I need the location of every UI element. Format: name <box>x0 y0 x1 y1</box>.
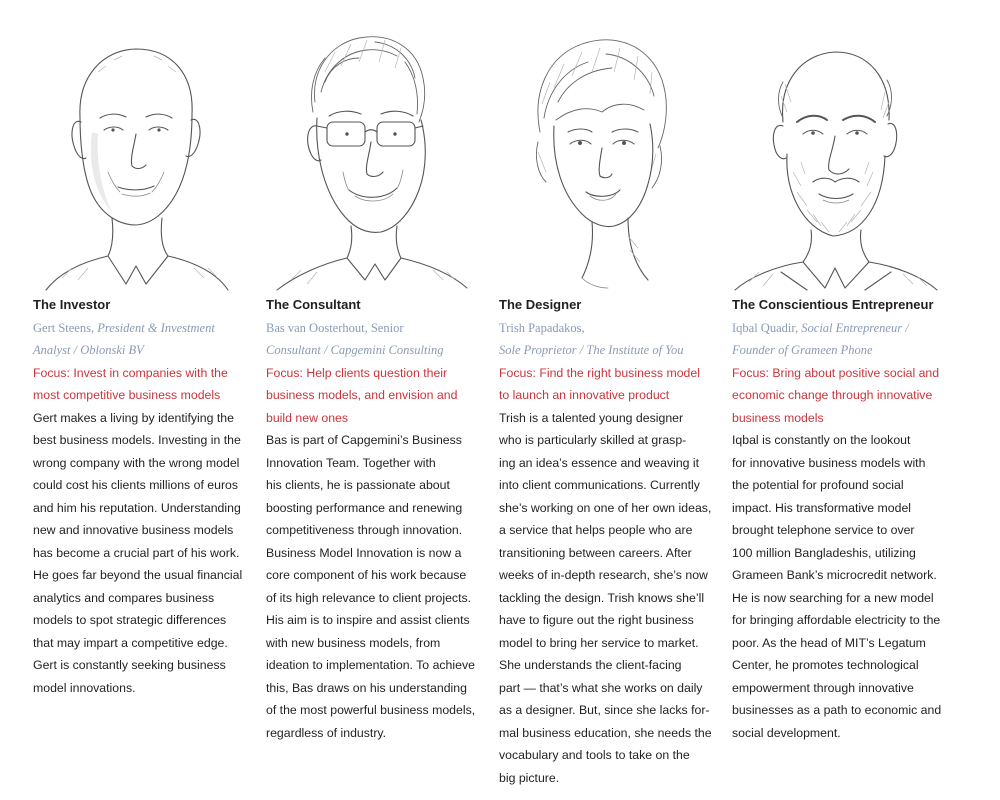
description-line: impact. His transformative model <box>732 500 912 515</box>
description-line: brought telephone service to over <box>732 523 915 537</box>
description-line: that may impart a competitive edge. <box>33 635 228 650</box>
persona-card-entrepreneur <box>721 0 949 800</box>
persona-text-investor <box>33 294 251 699</box>
description-line: Grameen Bank’s microcredit network. <box>732 568 937 582</box>
persona-focus <box>266 362 484 430</box>
description-line: big picture. <box>499 770 560 785</box>
focus-line: Focus: Find the right business model <box>499 365 700 380</box>
description-line: 100 million Bangladeshis, utilizing <box>732 545 916 560</box>
description-line: poor. As the head of MIT’s Legatum <box>732 635 926 650</box>
description-line: ing an idea’s essence and weaving it <box>499 455 700 470</box>
description-line: tackling the design. Trish knows she’ll <box>499 590 705 605</box>
description-line: analytics and compares business <box>33 590 215 605</box>
persona-focus <box>732 362 950 430</box>
description-line: wrong company with the wrong model <box>33 455 240 470</box>
description-line: weeks of in-depth research, she’s now <box>499 568 708 582</box>
description-line: new and innovative business models <box>33 523 234 537</box>
description-line: competitiveness through innovation. <box>266 523 463 537</box>
focus-line: economic change through innovative <box>732 388 933 402</box>
description-line: the potential for profound social <box>732 478 904 492</box>
byline-role: President & Investment <box>97 320 215 335</box>
description-line: model to bring her service to market. <box>499 635 699 650</box>
description-line: social development. <box>732 725 841 740</box>
persona-title: The Investor <box>33 297 111 312</box>
bald-man-portrait-icon <box>22 22 250 292</box>
persona-focus <box>499 362 717 407</box>
description-line: Center, he promotes technological <box>732 658 919 672</box>
description-line: of its high relevance to client projects. <box>266 590 472 605</box>
description-line: who is particularly skilled at grasp- <box>499 433 687 447</box>
description-line: part — that’s what she works on daily <box>499 680 703 695</box>
persona-title: The Conscientious Entrepreneur <box>732 297 934 312</box>
focus-line: Focus: Bring about positive social and <box>732 365 940 380</box>
description-line: Bas is part of Capgemini’s Business <box>266 433 462 447</box>
persona-card-investor <box>22 0 250 800</box>
description-line: Iqbal is constantly on the lookout <box>732 433 911 447</box>
description-line: model innovations. <box>33 680 136 695</box>
woman-short-hair-portrait-icon <box>488 22 716 292</box>
man-with-glasses-portrait-icon <box>255 22 483 292</box>
bearded-man-portrait-icon <box>721 22 949 292</box>
description-line: Innovation Team. Together with <box>266 455 436 470</box>
description-line: ideation to implementation. To achieve <box>266 658 475 672</box>
focus-line: to launch an innovative product <box>499 388 670 402</box>
persona-byline <box>499 317 717 362</box>
description-line: she’s working on one of her own ideas, <box>499 500 712 515</box>
byline-role: Sole Proprietor / The Institute of You <box>499 343 684 357</box>
byline-role: Analyst / Oblonski BV <box>33 343 144 357</box>
description-line: Trish is a talented young designer <box>499 410 684 425</box>
focus-line: business models, and envision and <box>266 388 458 402</box>
focus-line: business models <box>732 410 824 425</box>
persona-byline <box>33 317 251 362</box>
description-line: models to spot strategic differences <box>33 613 227 627</box>
persona-text-entrepreneur <box>732 294 950 744</box>
persona-description <box>266 429 484 744</box>
description-line: for innovative business models with <box>732 455 926 470</box>
persona-card-designer <box>488 0 716 800</box>
persona-text-consultant <box>266 294 484 744</box>
description-line: with new business models, from <box>266 635 441 650</box>
description-line: mal business education, she needs the <box>499 725 712 740</box>
persona-description <box>33 407 251 700</box>
focus-line: most competitive business models <box>33 388 221 402</box>
persona-card-consultant <box>255 0 483 800</box>
description-line: She understands the client-facing <box>499 658 682 672</box>
description-line: this, Bas draws on his understanding <box>266 680 467 695</box>
persona-description <box>499 407 717 790</box>
description-line: could cost his clients millions of euros <box>33 478 239 492</box>
description-line: He goes far beyond the usual financial <box>33 568 243 582</box>
description-line: regardless of industry. <box>266 725 387 740</box>
description-line: of the most powerful business models, <box>266 703 476 717</box>
description-line: as a designer. But, since she lacks for- <box>499 703 710 717</box>
byline-role: Consultant / Capgemini Consulting <box>266 343 444 357</box>
description-line: have to figure out the right business <box>499 613 694 627</box>
persona-focus <box>33 362 251 407</box>
focus-line: Focus: Help clients question their <box>266 365 448 380</box>
description-line: Business Model Innovation is now a <box>266 545 462 560</box>
persona-description <box>732 429 950 744</box>
persona-byline <box>732 317 950 362</box>
description-line: transitioning between careers. After <box>499 545 692 560</box>
description-line: He is now searching for a new model <box>732 590 934 605</box>
persona-text-designer <box>499 294 717 789</box>
description-line: best business models. Investing in the <box>33 433 241 447</box>
byline-name: Trish Papadakos, <box>499 320 585 335</box>
description-line: Gert makes a living by identifying the <box>33 410 234 425</box>
description-line: boosting performance and renewing <box>266 500 463 515</box>
persona-byline <box>266 317 484 362</box>
byline-role: Social Entrepreneur / <box>801 320 909 335</box>
description-line: has become a crucial part of his work. <box>33 545 240 560</box>
description-line: his clients, he is passionate about <box>266 478 450 492</box>
byline-role: Founder of Grameen Phone <box>732 343 873 357</box>
byline-name: Gert Steens, <box>33 320 98 335</box>
persona-title: The Consultant <box>266 297 361 312</box>
persona-title: The Designer <box>499 297 582 312</box>
description-line: a service that helps people who are <box>499 523 693 537</box>
description-line: for bringing affordable electricity to the <box>732 613 941 627</box>
description-line: vocabulary and tools to take on the <box>499 748 690 762</box>
byline-name: Bas van Oosterhout, Senior <box>266 320 404 335</box>
description-line: Gert is constantly seeking business <box>33 658 226 672</box>
byline-name: Iqbal Quadir, <box>732 320 802 335</box>
description-line: businesses as a path to economic and <box>732 703 942 717</box>
description-line: core component of his work because <box>266 568 467 582</box>
description-line: and him his reputation. Understanding <box>33 500 241 515</box>
description-line: into client communications. Currently <box>499 478 700 492</box>
description-line: empowerment through innovative <box>732 680 914 695</box>
description-line: His aim is to inspire and assist clients <box>266 613 470 627</box>
focus-line: build new ones <box>266 410 349 425</box>
focus-line: Focus: Invest in companies with the <box>33 365 228 380</box>
